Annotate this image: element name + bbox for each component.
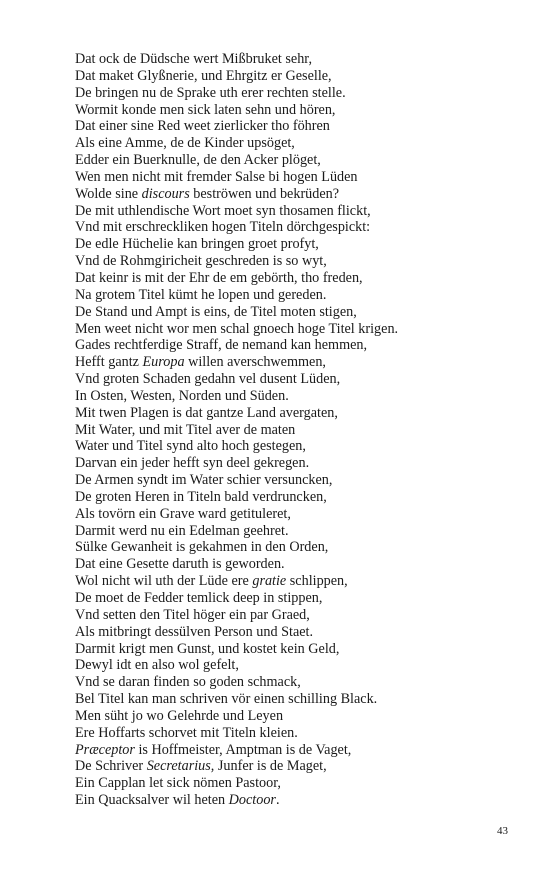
line-text: Darmit werd nu ein Edelman geehret. — [75, 522, 289, 539]
line-text: beströwen und bekrüden? — [189, 185, 340, 202]
italic-text: discours — [141, 185, 190, 202]
poem-line — [75, 438, 515, 455]
poem-line — [75, 455, 515, 472]
line-text: Vnd de Rohmgiricheit geschreden is so wyt, — [75, 253, 327, 270]
line-text: Vnd se daran finden so goden schmack, — [75, 674, 301, 691]
line-text: De Schriver — [75, 758, 147, 775]
italic-text: Europa — [142, 354, 185, 371]
poem-line — [75, 85, 515, 102]
poem-line — [75, 758, 515, 775]
poem-line — [75, 422, 515, 439]
poem-line — [75, 708, 515, 725]
poem-line — [75, 742, 515, 759]
line-text: Dat maket Glyßnerie, und Ehrgitz er Geselle, — [75, 67, 332, 84]
line-text: Sülke Gewanheit is gekahmen in den Orden, — [75, 539, 329, 556]
poem-line — [75, 674, 515, 691]
line-text: Men süht jo wo Gelehrde und Leyen — [75, 707, 284, 724]
poem-line — [75, 51, 515, 68]
line-text: De Armen syndt im Water schier versuncken, — [75, 472, 333, 489]
line-text: De moet de Fedder temlick deep in stippen, — [75, 590, 323, 606]
line-text: De bringen nu de Sprake uth erer rechten stelle. — [75, 84, 346, 101]
line-text: Wolde sine — [75, 185, 142, 202]
poem-line — [75, 203, 515, 220]
line-text: . — [275, 792, 280, 809]
line-text: Ein Capplan let sick nömen Pastoor, — [75, 775, 281, 792]
line-text: Vnd setten den Titel höger ein par Graed, — [75, 606, 310, 623]
poem-line — [75, 641, 515, 658]
poem-line — [75, 337, 515, 354]
italic-text: Præceptor — [75, 741, 135, 758]
poem-line — [75, 388, 515, 405]
poem-line — [75, 489, 515, 506]
italic-text: Secretarius, — [146, 758, 215, 775]
poem-line — [75, 152, 515, 169]
poem-line — [75, 219, 515, 236]
line-text: Wol nicht wil uth der Lüde ere — [75, 573, 253, 590]
line-text: Mit twen Plagen is dat gantze Land avergaten, — [75, 404, 338, 421]
line-text: Vnd mit erschreckliken hogen Titeln dörchgespickt: — [75, 219, 371, 236]
poem-line — [75, 556, 515, 573]
poem-line — [75, 135, 515, 152]
poem-line — [75, 186, 515, 203]
poem-line — [75, 573, 515, 590]
line-text: Als tovörn ein Grave ward getituleret, — [75, 505, 291, 522]
poem-line — [75, 253, 515, 270]
poem-line — [75, 321, 515, 338]
italic-text: gratie — [252, 573, 287, 590]
line-text: willen averschwemmen, — [184, 354, 326, 371]
poem-line — [75, 270, 515, 287]
line-text: Als mitbringt dessülven Person und Staet. — [75, 623, 314, 640]
poem-line — [75, 523, 515, 540]
line-text: Bel Titel kan man schriven vör einen schilling Black. — [75, 691, 378, 708]
poem-line — [75, 590, 515, 607]
poem-line — [75, 118, 515, 135]
line-text: De Stand und Ampt is eins, de Titel moten stigen, — [75, 303, 357, 320]
line-text: Darvan ein jeder hefft syn deel gekregen. — [75, 455, 310, 472]
poem-line — [75, 68, 515, 85]
line-text: Junfer is de Maget, — [214, 758, 327, 775]
line-text: Edder ein Buerknulle, de den Acker plöget, — [75, 152, 321, 169]
poem-line — [75, 287, 515, 304]
poem-line — [75, 775, 515, 792]
line-text: Hefft gantz — [75, 354, 143, 371]
poem-line — [75, 607, 515, 624]
line-text: Als eine Amme, de de Kinder upsöget, — [75, 135, 295, 152]
line-text: De edle Hüchelie kan bringen groet profyt, — [75, 236, 319, 253]
line-text: Dat einer sine Red weet zierlicker tho föhren — [75, 118, 330, 135]
poem-line — [75, 236, 515, 253]
italic-text: Doctoor — [228, 792, 276, 809]
poem-line — [75, 472, 515, 489]
line-text: Ere Hoffarts schorvet mit Titeln kleien. — [75, 724, 298, 741]
line-text: Vnd groten Schaden gedahn vel dusent Lüden, — [75, 371, 341, 388]
line-text: Men weet nicht wor men schal gnoech hoge Titel krigen. — [75, 320, 399, 337]
line-text: Dewyl idt en also wol gefelt, — [75, 657, 239, 674]
line-text: Darmit krigt men Gunst, und kostet kein Geld, — [75, 640, 340, 657]
poem-line — [75, 405, 515, 422]
line-text: Ein Quacksalver wil heten — [75, 792, 229, 809]
line-text: In Osten, Westen, Norden und Süden. — [75, 387, 289, 404]
line-text: Dat keinr is mit der Ehr de em gebörth, tho freden, — [75, 269, 363, 286]
line-text: Gades rechtferdige Straff, de nemand kan hemmen, — [75, 337, 368, 354]
poem-line — [75, 506, 515, 523]
line-text: is Hoffmeister, Amptman is de Vaget, — [134, 741, 352, 758]
poem-line — [75, 304, 515, 321]
line-text: Dat eine Gesette daruth is geworden. — [75, 556, 285, 573]
line-text: Water und Titel synd alto hoch gestegen, — [75, 438, 306, 455]
poem-line — [75, 169, 515, 186]
line-text: Dat ock de Düdsche wert Mißbruket sehr, — [75, 51, 313, 67]
poem-line — [75, 691, 515, 708]
line-text: Mit Water, und mit Titel aver de maten — [75, 421, 296, 438]
line-text: schlippen, — [286, 573, 348, 590]
page-number: 43 — [497, 825, 508, 837]
poem-line — [75, 102, 515, 119]
poem-line — [75, 624, 515, 641]
line-text: Na grotem Titel kümt he lopen und gereden. — [75, 286, 327, 303]
line-text: Wen men nicht mit fremder Salse bi hogen Lüden — [75, 168, 358, 185]
poem-line — [75, 657, 515, 674]
poem-text — [75, 51, 515, 809]
line-text: De groten Heren in Titeln bald verdruncken, — [75, 488, 327, 505]
poem-line — [75, 371, 515, 388]
line-text: De mit uthlendische Wort moet syn thosamen flickt, — [75, 202, 371, 219]
poem-line — [75, 792, 515, 809]
poem-line — [75, 354, 515, 371]
line-text: Wormit konde men sick laten sehn und hören, — [75, 101, 336, 118]
poem-line — [75, 539, 515, 556]
poem-line — [75, 725, 515, 742]
